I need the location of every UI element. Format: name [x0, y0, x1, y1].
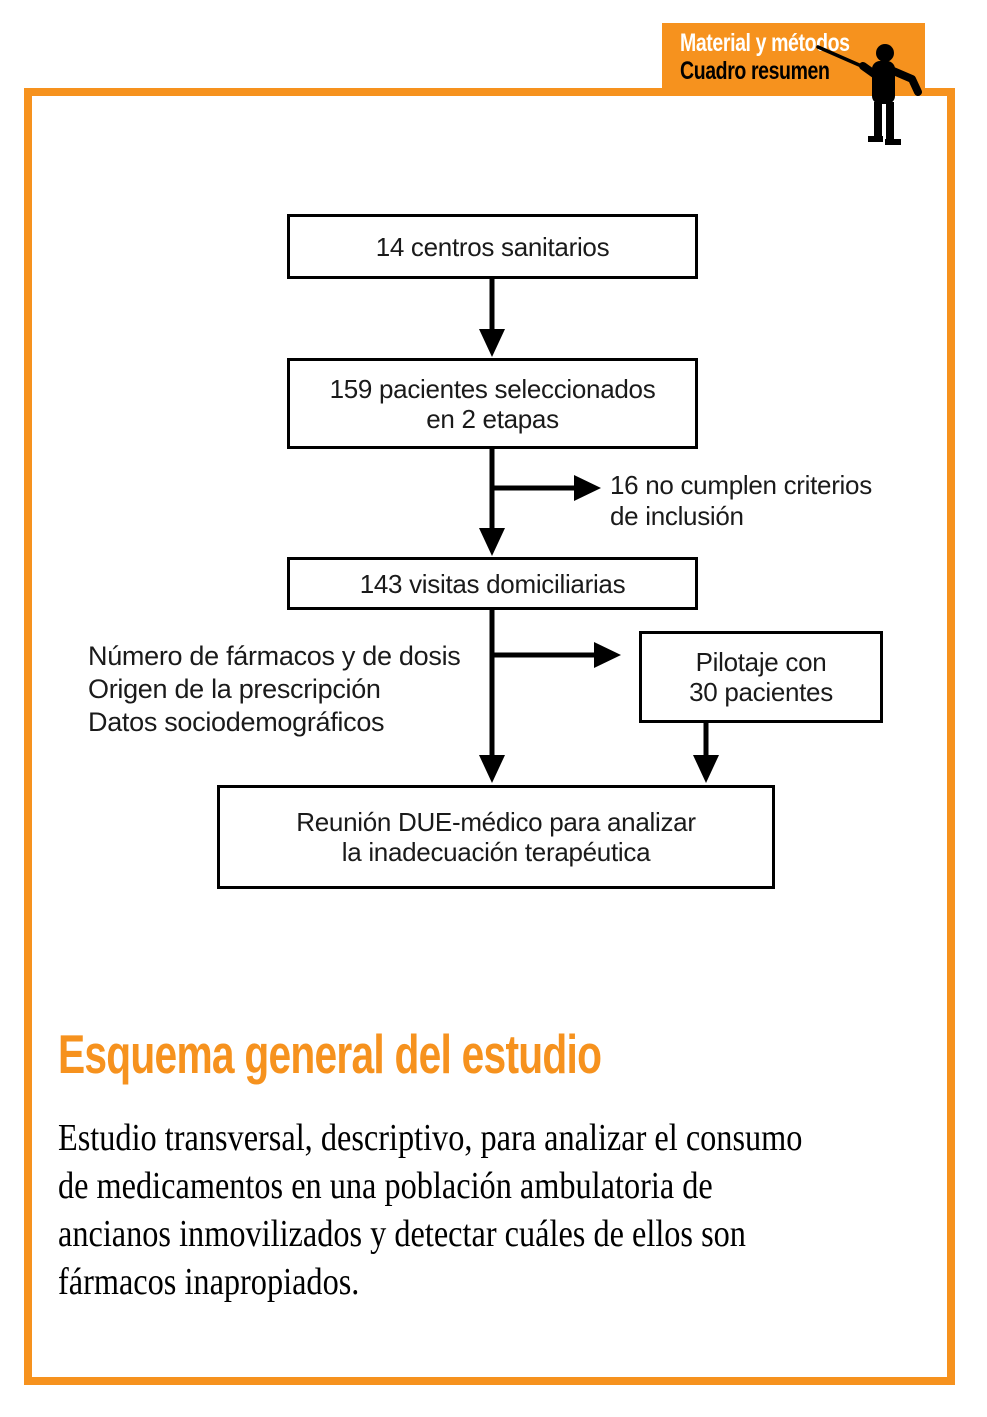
arrowhead-down-icon — [693, 755, 719, 783]
flow-box-centers-label: 14 centros sanitarios — [375, 231, 610, 262]
flow-box-meeting-line2: la inadecuación terapéutica — [341, 837, 651, 867]
paragraph-line: de medicamentos en una población ambulatoria de — [58, 1165, 713, 1207]
flow-box-selected-line2: en 2 etapas — [426, 403, 559, 434]
excluded-note — [610, 470, 872, 532]
variables-note — [88, 640, 460, 739]
section-paragraph — [58, 1114, 802, 1306]
arrowhead-down-icon — [479, 528, 505, 556]
flow-box-pilot-line1: Pilotaje con — [695, 647, 827, 677]
flow-box-pilot — [639, 631, 883, 723]
badge-title: Material y métodos — [680, 29, 850, 57]
flow-box-selected — [287, 358, 698, 449]
section-heading: Esquema general del estudio — [58, 1023, 602, 1085]
paragraph-line: Estudio transversal, descriptivo, para analizar el consumo — [58, 1117, 803, 1159]
excluded-note-line1: 16 no cumplen criterios — [610, 470, 872, 500]
arrowhead-down-icon — [479, 755, 505, 783]
variables-note-line2: Origen de la prescripción — [88, 674, 381, 704]
flow-box-pilot-line2: 30 pacientes — [689, 677, 833, 707]
arrowhead-down-icon — [479, 329, 505, 357]
paragraph-line: fármacos inapropiados. — [58, 1261, 360, 1303]
flow-box-visits-label: 143 visitas domiciliarias — [359, 568, 626, 599]
flow-box-meeting-line1: Reunión DUE-médico para analizar — [296, 807, 696, 837]
arrowhead-right-icon — [594, 642, 621, 668]
variables-note-line3: Datos sociodemográficos — [88, 707, 385, 737]
paragraph-line: ancianos inmovilizados y detectar cuáles de ellos son — [58, 1213, 746, 1255]
arrowhead-right-icon — [574, 475, 601, 501]
flow-box-centers — [287, 214, 698, 279]
badge-subtitle: Cuadro resumen — [680, 57, 830, 85]
flow-box-visits — [287, 557, 698, 610]
variables-note-line1: Número de fármacos y de dosis — [88, 641, 461, 671]
flow-box-selected-line1: 159 pacientes seleccionados — [329, 373, 656, 404]
excluded-note-line2: de inclusión — [610, 501, 744, 531]
flow-box-meeting — [217, 785, 775, 889]
